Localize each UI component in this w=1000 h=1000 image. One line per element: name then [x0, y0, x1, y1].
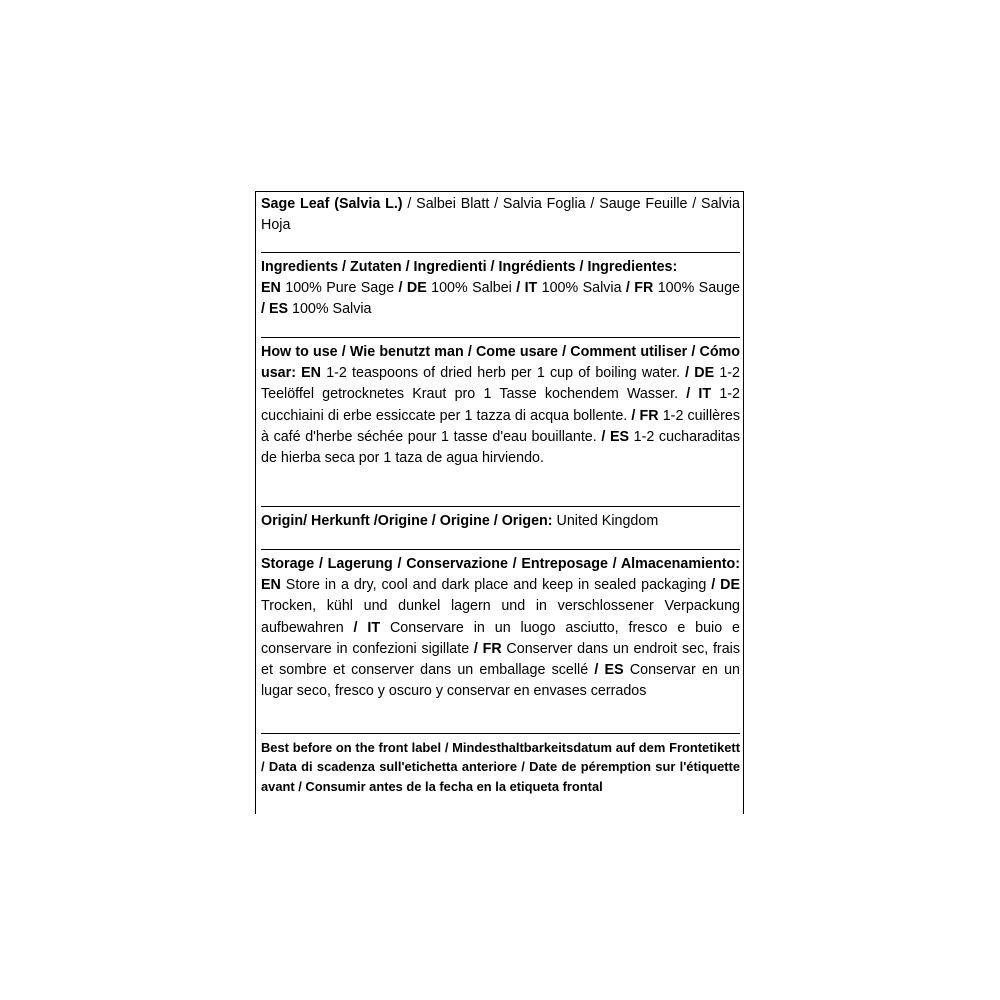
storage-it-code: / IT — [353, 619, 381, 636]
how-to-use-section — [261, 342, 740, 469]
ingredients-fr-code: / FR — [625, 280, 654, 297]
storage-fr-text: Conserver dans un endroit sec, frais et sombre et conserver dans un emballage scellé — [261, 640, 740, 679]
how-to-use-fr-code: / FR — [631, 407, 659, 424]
divider — [261, 337, 740, 338]
how-to-use-it-text: 1-2 cucchiaini di erbe essiccate per 1 tazza di acqua bollente. — [261, 386, 740, 424]
ingredients-fr-text: 100% Sauge — [653, 280, 741, 297]
ingredients-de-text: 100% Salbei — [426, 280, 517, 297]
ingredients-es-text: 100% Salvia — [288, 301, 372, 318]
how-to-use-en-text: 1-2 teaspoons of dried herb per 1 cup of boiling water. — [321, 365, 686, 382]
ingredients-it-code: / IT — [516, 280, 538, 297]
storage-en-text: Store in a dry, cool and dark place and keep in sealed packaging — [280, 577, 712, 594]
divider — [261, 549, 740, 550]
how-to-use-fr-text: 1-2 cuillères à café d'herbe séchée pour 1 tasse d'eau bouillante. — [261, 407, 740, 445]
ingredients-section — [261, 257, 740, 321]
storage-es-text: Conservar en un lugar seco, fresco y oscuro y conservar en envases cerrados — [261, 662, 740, 700]
divider — [261, 506, 740, 507]
storage-section — [261, 554, 740, 702]
storage-de-text: Trocken, kühl und dunkel lagern und in verschlossener Verpackung aufbewahren — [261, 598, 740, 636]
ingredients-heading: Ingredients / Zutaten / Ingredienti / Ingrédients / Ingredientes: — [261, 259, 678, 275]
product-title — [261, 194, 740, 236]
how-to-use-en-code: EN — [295, 365, 322, 382]
ingredients-en-text: 100% Pure Sage — [280, 280, 399, 297]
product-label — [255, 191, 744, 814]
storage-en-code: EN — [261, 577, 281, 594]
origin-value: United Kingdom — [552, 513, 659, 529]
ingredients-es-code: / ES — [261, 301, 289, 318]
divider — [261, 252, 740, 253]
how-to-use-es-code: / ES — [601, 428, 630, 445]
how-to-use-es-text: 1-2 cucharaditas de hierba seca por 1 taza de agua hirviendo. — [261, 428, 740, 467]
storage-fr-code: / FR — [473, 640, 502, 657]
how-to-use-it-code: / IT — [686, 386, 712, 403]
origin-heading: Origin/ Herkunft /Origine / Origine / Origen: — [261, 513, 553, 529]
storage-it-text: Conservare in un luogo asciutto, fresco e buio e conservare in confezioni sigillate — [261, 619, 740, 657]
divider — [261, 733, 740, 734]
storage-heading: Storage / Lagerung / Conservazione / Entreposage / Almacenamiento: — [261, 556, 740, 572]
origin-section — [261, 511, 740, 532]
storage-de-code: / DE — [711, 577, 740, 594]
ingredients-en-code: EN — [261, 280, 281, 297]
product-name-translations: / Salbei Blatt / Salvia Foglia / Sauge Feuille / Salvia Hoja — [261, 196, 740, 234]
storage-es-code: / ES — [594, 662, 624, 679]
how-to-use-de-code: / DE — [685, 365, 715, 382]
ingredients-de-code: / DE — [398, 280, 427, 297]
product-name-en: Sage Leaf (Salvia L.) — [261, 196, 403, 212]
how-to-use-heading: How to use / Wie benutzt man / Come usare / Comment utiliser / Cómo usar: — [261, 344, 740, 382]
ingredients-it-text: 100% Salvia — [537, 280, 626, 297]
best-before-section: Best before on the front label / Mindesthaltbarkeitsdatum auf dem Frontetikett / Data di scadenza sull'etichetta anteriore / Date de péremption sur l'étiquette avant / Consumir antes de la fecha en la etiqueta frontal — [261, 740, 740, 794]
how-to-use-de-text: 1-2 Teelöffel getrocknetes Kraut pro 1 Tasse kochendem Wasser. — [261, 365, 741, 403]
